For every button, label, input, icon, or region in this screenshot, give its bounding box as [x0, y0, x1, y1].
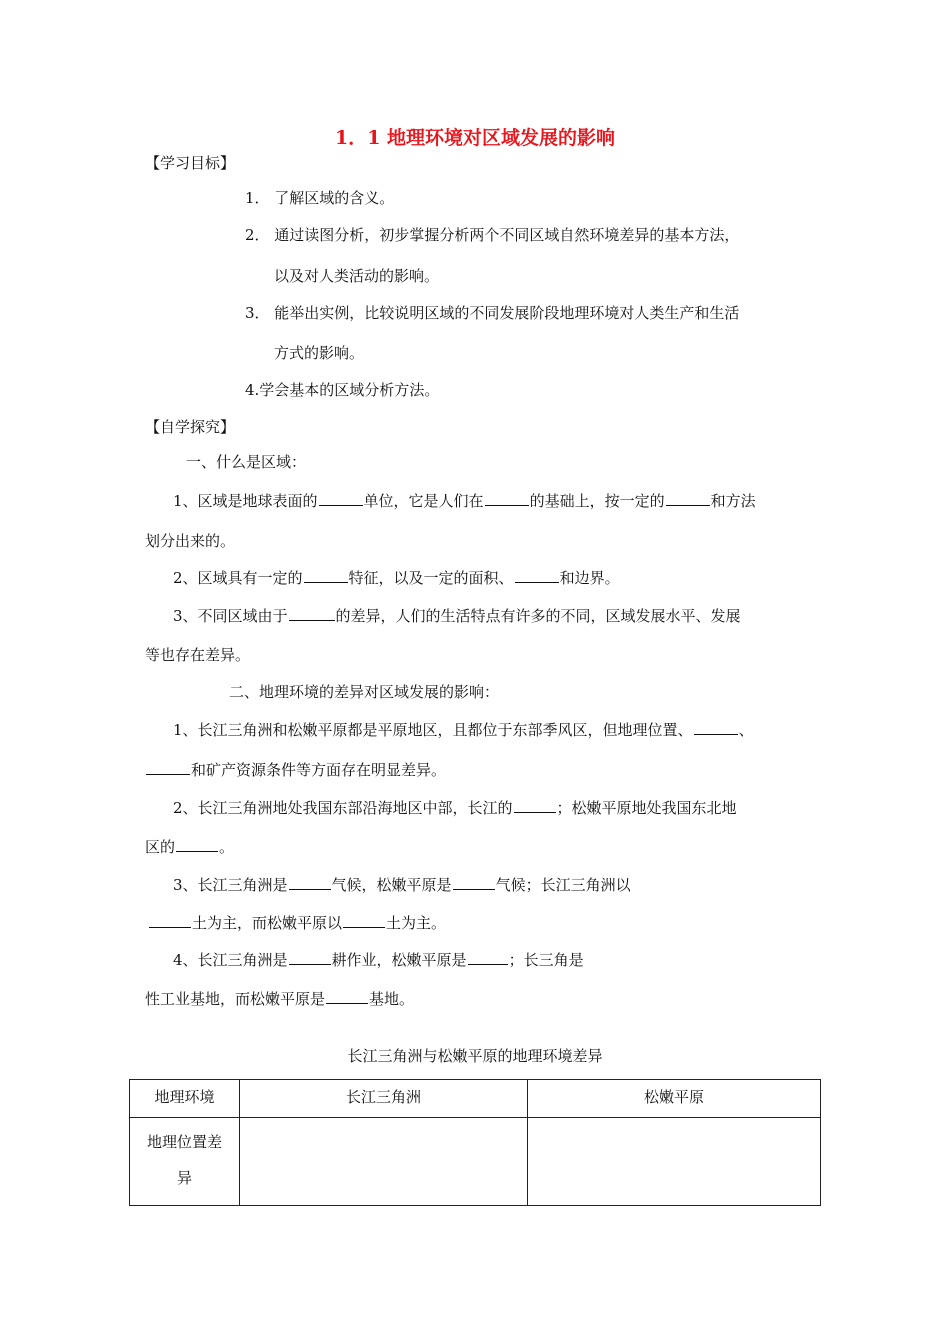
table-row — [130, 1118, 821, 1206]
fill-blank[interactable] — [146, 760, 190, 775]
text: 。 — [219, 838, 235, 856]
part1-q3-line1 — [173, 606, 741, 626]
part1-heading: 一、什么是区域： — [186, 453, 307, 471]
row-label-line: 地理位置差 — [146, 1133, 222, 1151]
fill-blank[interactable] — [468, 950, 508, 965]
part1-q1-line2: 划分出来的。 — [145, 532, 236, 550]
fill-blank[interactable] — [453, 875, 495, 890]
text: 2、区域具有一定的 — [173, 569, 303, 587]
text: 3、长江三角洲是 — [173, 876, 288, 894]
table-header-cell: 长江三角洲 — [240, 1080, 528, 1118]
fill-blank[interactable] — [343, 913, 385, 928]
text: 的基础上，按一定的 — [529, 492, 665, 510]
text: 和边界。 — [559, 569, 620, 587]
goal-item-2-line2: 以及对人类活动的影响。 — [274, 267, 440, 285]
part2-q2-line1 — [173, 798, 737, 818]
goal-item-2-line1: 2． 通过读图分析，初步掌握分析两个不同区域自然环境差异的基本方法， — [245, 226, 740, 244]
fill-blank[interactable] — [515, 568, 559, 583]
text: 土为主，而松嫩平原以 — [192, 914, 343, 932]
text: ；长三角是 — [508, 951, 584, 969]
part2-q4-line1 — [173, 950, 584, 970]
text: 1、区域是地球表面的 — [173, 492, 318, 510]
text: 单位，它是人们在 — [363, 492, 484, 510]
fill-blank[interactable] — [666, 491, 710, 506]
page-title: 1．1 地理环境对区域发展的影响 — [334, 127, 616, 149]
text: 耕作业，松嫩平原是 — [331, 951, 467, 969]
table-cell-songnen[interactable] — [528, 1118, 821, 1206]
part1-q1-line1 — [173, 491, 756, 511]
fill-blank[interactable] — [176, 837, 218, 852]
goal-item-3-line1: 3． 能举出实例，比较说明区域的不同发展阶段地理环境对人类生产和生活 — [245, 304, 740, 322]
part2-q3-line2 — [148, 913, 446, 933]
fill-blank[interactable] — [149, 913, 191, 928]
fill-blank[interactable] — [289, 875, 331, 890]
table-header-cell: 松嫩平原 — [528, 1080, 821, 1118]
text: 的差异，人们的生活特点有许多的不同，区域发展水平、发展 — [335, 607, 741, 625]
table-header-row — [130, 1080, 821, 1118]
fill-blank[interactable] — [304, 568, 348, 583]
explore-header: 【自学探究】 — [145, 418, 236, 436]
text: 土为主。 — [386, 914, 447, 932]
table-row-label — [130, 1118, 240, 1206]
text: 和矿产资源条件等方面存在明显差异。 — [191, 761, 447, 779]
text: 、 — [738, 721, 754, 739]
part2-heading: 二、地理环境的差异对区域发展的影响： — [229, 683, 500, 701]
text: 3、不同区域由于 — [173, 607, 288, 625]
row-label-line: 异 — [176, 1169, 192, 1187]
table-caption: 长江三角洲与松嫩平原的地理环境差异 — [347, 1047, 603, 1065]
part1-q3-line2: 等也存在差异。 — [145, 646, 251, 664]
part2-q1-line1 — [173, 720, 754, 740]
part2-q1-line2 — [145, 760, 446, 780]
part2-q3-line1 — [173, 875, 631, 895]
part1-q2 — [173, 568, 620, 588]
text: 1、长江三角洲和松嫩平原都是平原地区，且都位于东部季风区，但地理位置、 — [173, 721, 693, 739]
table-cell-yangtze[interactable] — [240, 1118, 528, 1206]
text: 4、长江三角洲是 — [173, 951, 288, 969]
goal-item-4: 4.学会基本的区域分析方法。 — [245, 381, 440, 399]
table-header-cell: 地理环境 — [130, 1080, 240, 1118]
part2-q2-line2 — [145, 837, 234, 857]
fill-blank[interactable] — [289, 950, 331, 965]
fill-blank[interactable] — [289, 606, 335, 621]
text: 性工业基地，而松嫩平原是 — [145, 990, 326, 1008]
text: ；松嫩平原地处我国东北地 — [556, 799, 737, 817]
fill-blank[interactable] — [514, 798, 556, 813]
goal-item-1: 1． 了解区域的含义。 — [245, 189, 395, 207]
goal-item-3-line2: 方式的影响。 — [274, 344, 365, 362]
environment-comparison-table — [129, 1079, 821, 1206]
text: 基地。 — [369, 990, 415, 1008]
text: 气候；长江三角洲以 — [495, 876, 631, 894]
fill-blank[interactable] — [485, 491, 529, 506]
text: 2、长江三角洲地处我国东部沿海地区中部，长江的 — [173, 799, 513, 817]
fill-blank[interactable] — [319, 491, 363, 506]
goals-header: 【学习目标】 — [145, 154, 236, 172]
part2-q4-line2 — [145, 989, 414, 1009]
text: 特征，以及一定的面积、 — [348, 569, 514, 587]
text: 和方法 — [710, 492, 756, 510]
text: 气候，松嫩平原是 — [331, 876, 452, 894]
fill-blank[interactable] — [694, 720, 738, 735]
fill-blank[interactable] — [326, 989, 368, 1004]
text: 区的 — [145, 838, 176, 856]
